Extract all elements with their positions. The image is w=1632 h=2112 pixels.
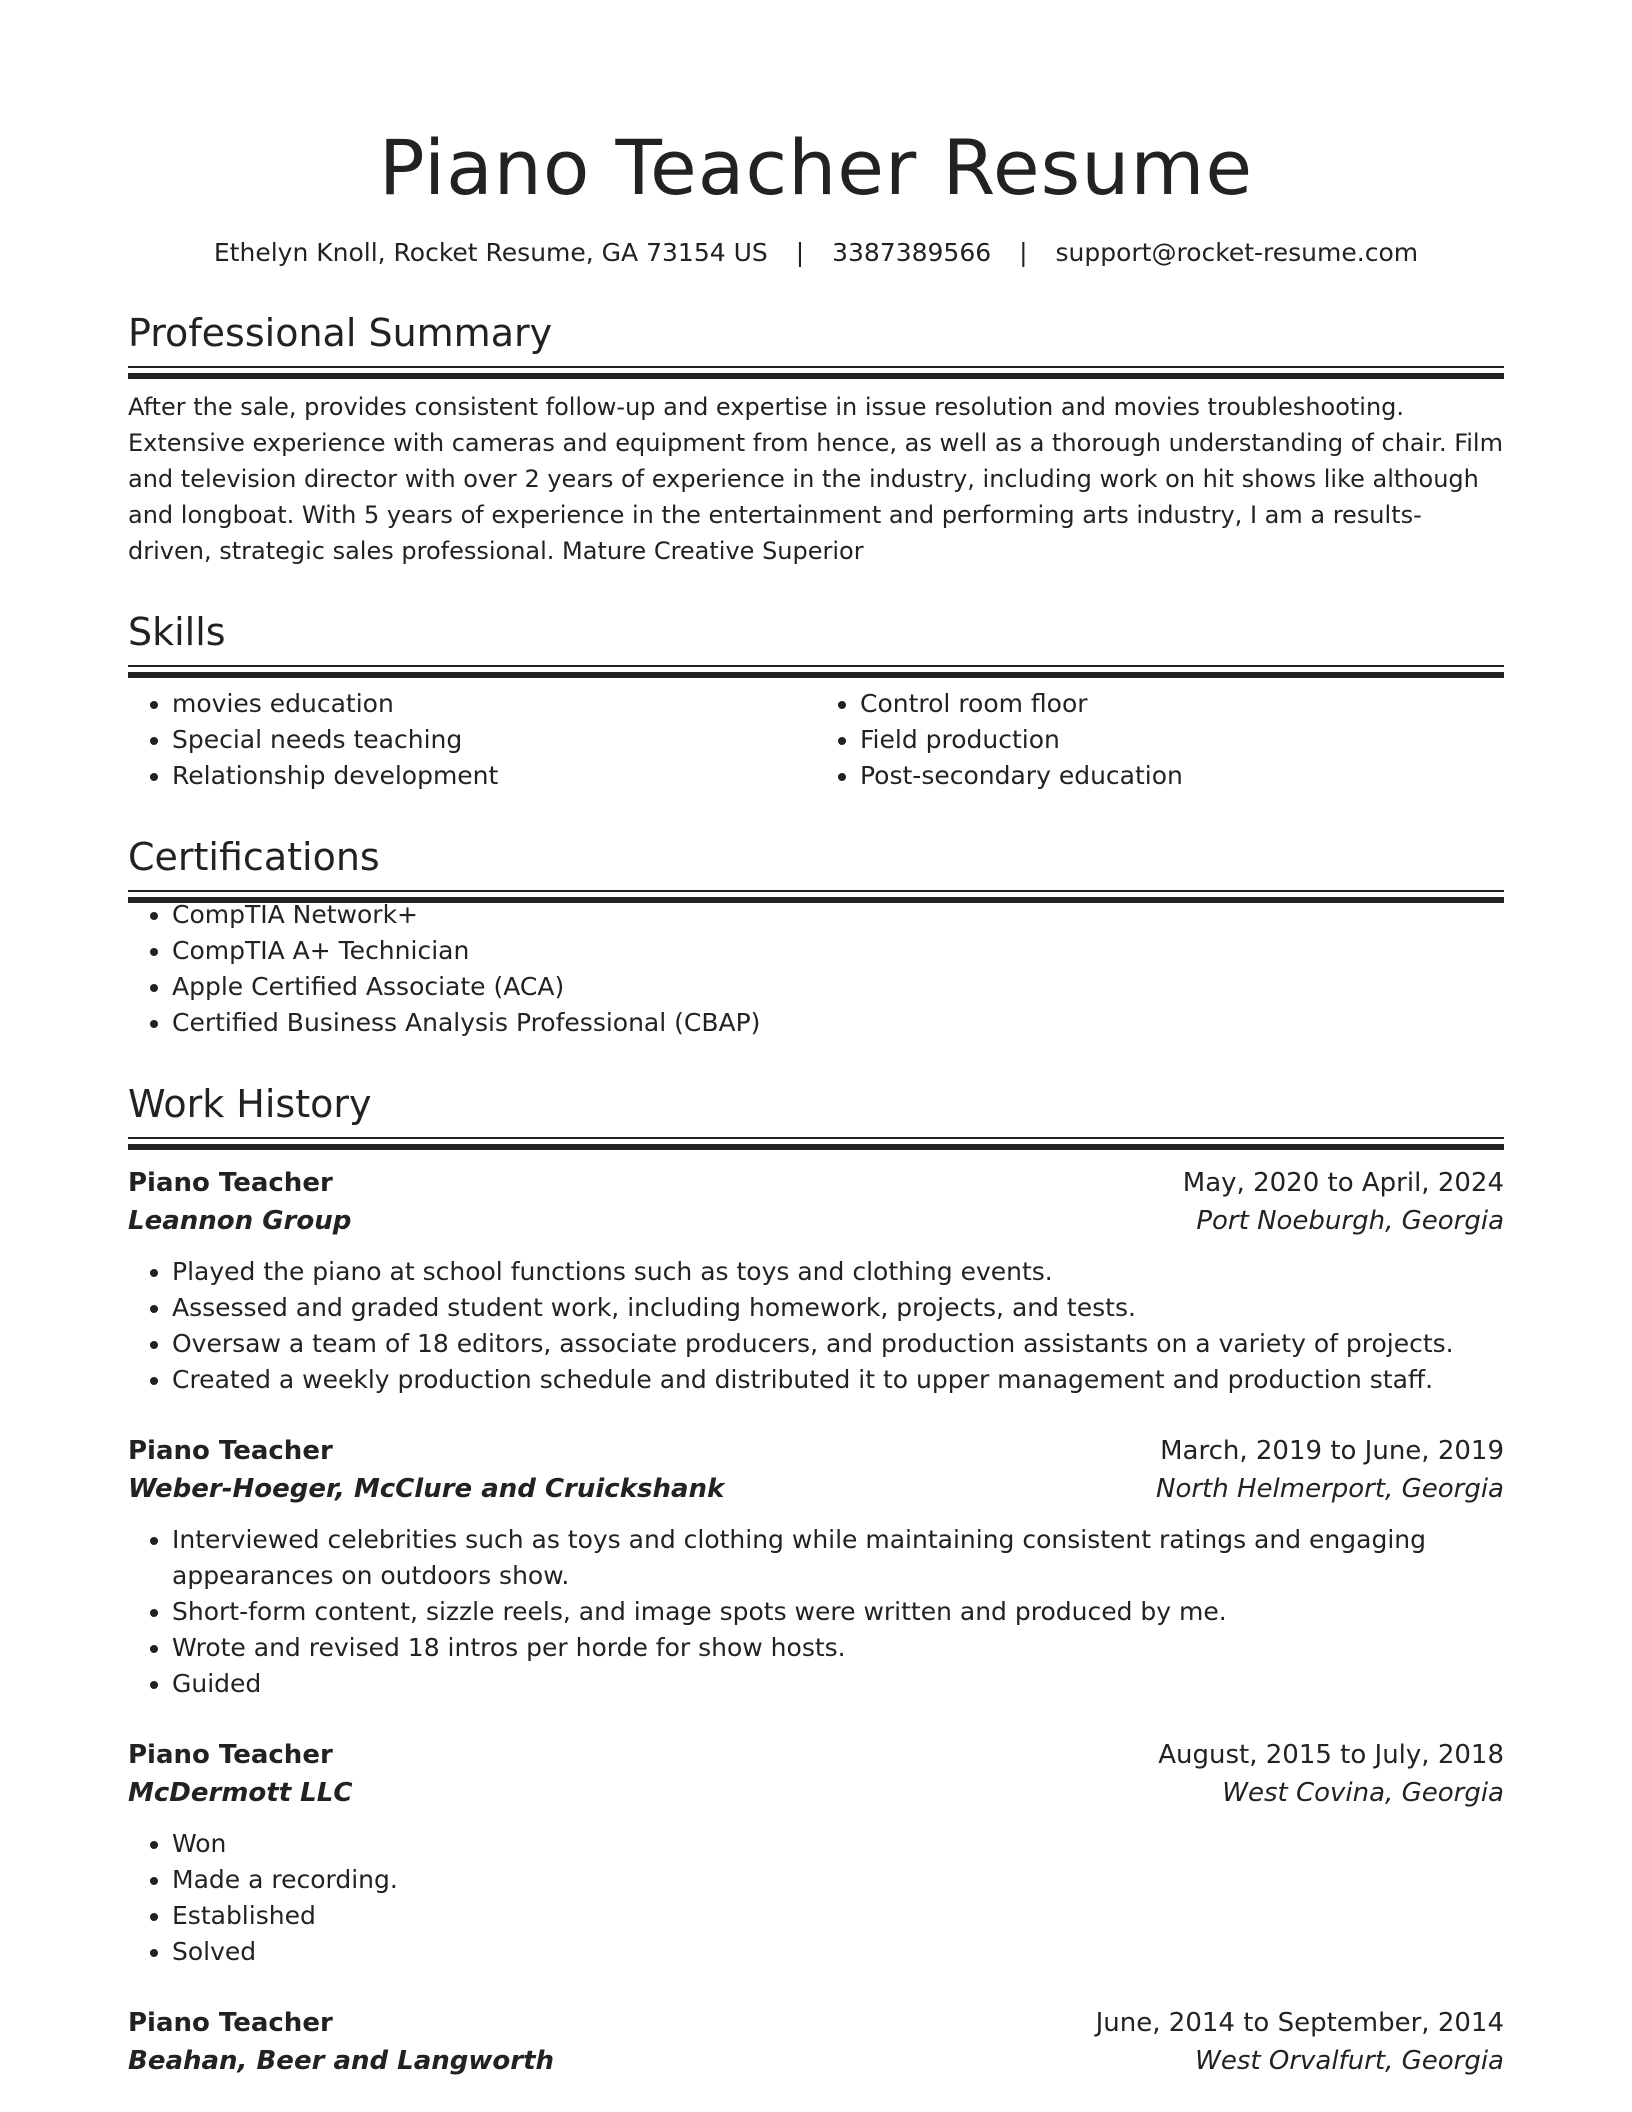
job-entry — [128, 2004, 1504, 2080]
section-divider — [128, 890, 1504, 897]
section-divider — [128, 366, 1504, 373]
page-title: Piano Teacher Resume — [378, 123, 1254, 212]
job-entry — [128, 1164, 1504, 1398]
job-dates: March, 2019 to June, 2019 — [1160, 1436, 1504, 1466]
section-divider — [128, 1137, 1504, 1144]
certification-item: • Apple Certified Associate (ACA) — [172, 969, 1504, 1005]
job-title: Piano Teacher — [128, 1436, 333, 1466]
job-company-row — [128, 1774, 1504, 1812]
job-entry — [128, 1432, 1504, 1702]
section-divider — [128, 665, 1504, 672]
skills-left-list — [128, 686, 816, 794]
job-bullet: • Played the piano at school functions such as toys and clothing events. — [172, 1254, 1504, 1290]
skill-item: • Relationship development — [172, 758, 816, 794]
contact-address: Ethelyn Knoll, Rocket Resume, GA 73154 US — [213, 238, 768, 267]
job-title: Piano Teacher — [128, 1168, 333, 1198]
contact-phone: 3387389566 — [832, 238, 992, 267]
job-bullet: • Established — [172, 1898, 1504, 1934]
job-header-row — [128, 1164, 1504, 1202]
job-location: West Orvalfurt, Georgia — [1195, 2046, 1504, 2076]
job-company: Leannon Group — [128, 1206, 352, 1236]
contact-separator: | — [1019, 238, 1028, 267]
job-header-row — [128, 1432, 1504, 1470]
job-header-row — [128, 2004, 1504, 2042]
job-location: North Helmerport, Georgia — [1156, 1474, 1504, 1504]
job-bullet: • Guided — [172, 1666, 1504, 1702]
skills-heading: Skills — [128, 610, 226, 654]
certifications-heading: Certifications — [128, 835, 380, 879]
skills-columns — [128, 686, 1504, 794]
job-location: West Covina, Georgia — [1222, 1778, 1504, 1808]
job-company-row — [128, 1470, 1504, 1508]
summary-heading: Professional Summary — [128, 311, 553, 355]
skill-item: • Special needs teaching — [172, 722, 816, 758]
job-company: Beahan, Beer and Langworth — [128, 2046, 555, 2076]
job-bullets — [128, 1254, 1504, 1398]
job-entry — [128, 1736, 1504, 1970]
job-bullet: • Interviewed celebrities such as toys and clothing while maintaining consistent ratings and engaging appearances on outdoors show. — [172, 1522, 1504, 1594]
contact-line — [128, 236, 1504, 270]
job-bullet: • Won — [172, 1826, 1504, 1862]
skill-item: • Control room floor — [860, 686, 1504, 722]
job-bullet: • Wrote and revised 18 intros per horde for show hosts. — [172, 1630, 1504, 1666]
summary-text: After the sale, provides consistent follow-up and expertise in issue resolution and movies troubleshooting. Extensive experience with cameras and equipment from hence, as well as a thorough understanding of chair. Film and television director with over 2 years of experience in the industry, including work on hit shows like although and longboat. With 5 years of experience in the entertainment and performing arts industry, I am a results-driven, strategic sales professional. Mature Creative Superior — [128, 393, 1503, 565]
skill-item: • Field production — [860, 722, 1504, 758]
job-bullet: • Short-form content, sizzle reels, and image spots were written and produced by me. — [172, 1594, 1504, 1630]
job-header-row — [128, 1736, 1504, 1774]
certification-item: • Certified Business Analysis Professional (CBAP) — [172, 1005, 1504, 1041]
skill-item: • movies education — [172, 686, 816, 722]
contact-email: support@rocket-resume.com — [1055, 238, 1419, 267]
job-company-row — [128, 2042, 1504, 2080]
certification-item: • CompTIA A+ Technician — [172, 933, 1504, 969]
job-title: Piano Teacher — [128, 2008, 333, 2038]
job-title: Piano Teacher — [128, 1740, 333, 1770]
job-location: Port Noeburgh, Georgia — [1196, 1206, 1504, 1236]
job-bullet: • Oversaw a team of 18 editors, associate producers, and production assistants on a variety of projects. — [172, 1326, 1504, 1362]
work-history-heading: Work History — [128, 1082, 372, 1126]
certification-item: • CompTIA Network+ — [172, 897, 1504, 933]
job-bullet: • Made a recording. — [172, 1862, 1504, 1898]
job-bullets — [128, 1522, 1504, 1702]
job-company: McDermott LLC — [128, 1778, 353, 1808]
job-dates: June, 2014 to September, 2014 — [1095, 2008, 1504, 2038]
job-bullet: • Created a weekly production schedule and distributed it to upper management and production staff. — [172, 1362, 1504, 1398]
job-bullet: • Assessed and graded student work, including homework, projects, and tests. — [172, 1290, 1504, 1326]
skills-right-list — [816, 686, 1504, 794]
resume-page — [128, 0, 1504, 2080]
certifications-list — [128, 897, 1504, 1041]
contact-separator: | — [795, 238, 805, 267]
job-company-row — [128, 1202, 1504, 1240]
job-dates: August, 2015 to July, 2018 — [1158, 1740, 1504, 1770]
skill-item: • Post-secondary education — [860, 758, 1504, 794]
job-bullets — [128, 1826, 1504, 1970]
job-company: Weber-Hoeger, McClure and Cruickshank — [128, 1474, 725, 1504]
job-bullet: • Solved — [172, 1934, 1504, 1970]
job-dates: May, 2020 to April, 2024 — [1182, 1168, 1504, 1198]
